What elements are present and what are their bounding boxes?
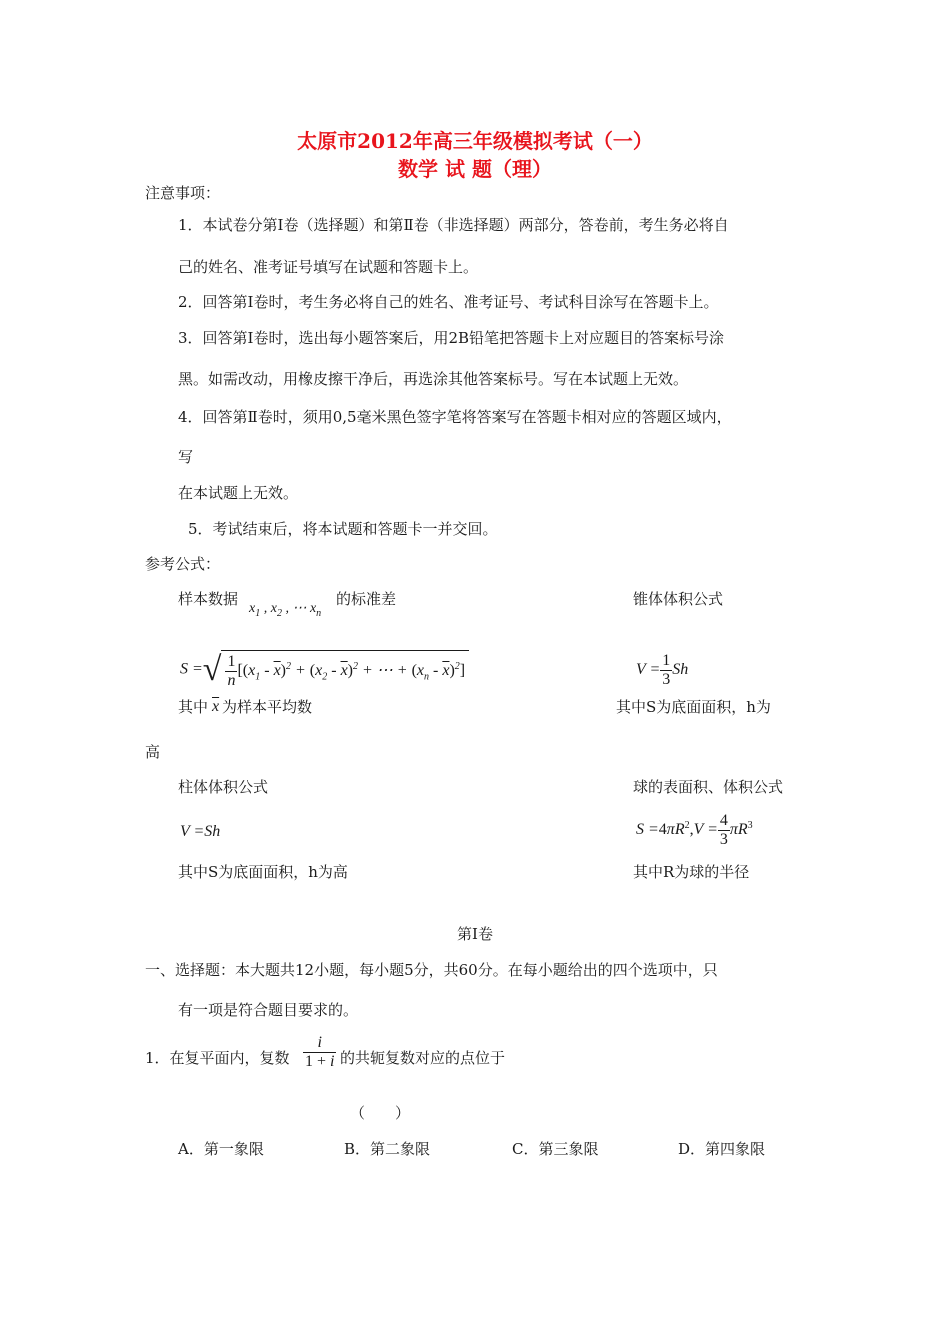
std-label-a: 样本数据 [178, 590, 239, 608]
notes-heading: 注意事项： [145, 184, 221, 202]
prism-volume-formula: V =Sh [180, 823, 221, 840]
cone-volume-formula: V = $\frac{1}{3}$ Sh [636, 652, 689, 688]
cone-note-a: 其中S为底面面积，h为 [616, 698, 771, 716]
prism-label: 柱体体积公式 [178, 778, 269, 796]
sphere-note: 其中R为球的半径 [633, 863, 750, 881]
note-3b: 黑。如需改动，用橡皮擦干净后，再选涂其他答案标号。写在本试题上无效。 [178, 370, 689, 388]
std-dev-formula: S =√ $\frac{1}{n}$ [$(x_1 - \overline{x})^2 + (x_2 - \overline{x})^2$ + ⋯ + $(x_n - \overline{x})^2$] [180, 650, 469, 690]
formulas-heading: 参考公式： [145, 555, 221, 573]
cone-note-b: 高 [145, 743, 161, 761]
prism-note: 其中S为底面面积，h为高 [178, 863, 348, 881]
note-1a: 1．本试卷分第Ⅰ卷（选择题）和第Ⅱ卷（非选择题）两部分，答卷前，考生务必将自 [178, 216, 729, 234]
q1-complex-fraction: $\frac{i}{1 + i}$ [305, 1034, 335, 1070]
q1-option-c: C．第三象限 [512, 1140, 599, 1158]
std-label-b: 的标准差 [336, 590, 397, 608]
sphere-label: 球的表面积、体积公式 [633, 778, 784, 796]
note-4b: 写 [178, 448, 194, 466]
q1-option-d: D．第四象限 [678, 1140, 766, 1158]
section-instructions-a: 一、选择题：本大题共12小题，每小题5分，共60分。在每小题给出的四个选项中，只 [145, 961, 718, 979]
q1-answer-bracket: （ ） [350, 1104, 411, 1122]
q1-prefix: 1．在复平面内，复数 [145, 1049, 290, 1067]
note-4c: 在本试题上无效。 [178, 484, 299, 502]
note-2: 2．回答第Ⅰ卷时，考生务必将自己的姓名、准考证号、考试科目涂写在答题卡上。 [178, 293, 719, 311]
sample-data-formula: $x_1$ , $x_2$ , ⋯ $x_n$ [249, 601, 322, 619]
std-note-b: 为样本平均数 [222, 698, 313, 716]
exam-subtitle: 数学 试 题（理） [398, 157, 552, 181]
exam-title: 太原市2012年高三年级模拟考试（一） [297, 129, 653, 153]
cone-label: 锥体体积公式 [633, 590, 724, 608]
note-5: 5．考试结束后，将本试题和答题卡一并交回。 [188, 520, 498, 538]
note-4a: 4．回答第Ⅱ卷时，须用0,5毫米黑色签字笔将答案写在答题卡相对应的答题区域内， [178, 408, 732, 426]
mean-symbol: $\overline{x}$ [212, 698, 220, 715]
q1-suffix: 的共轭复数对应的点位于 [340, 1049, 506, 1067]
q1-option-b: B．第二象限 [344, 1140, 431, 1158]
part1-heading: 第Ⅰ卷 [457, 925, 493, 943]
std-note-a: 其中 [178, 698, 209, 716]
note-3a: 3．回答第Ⅰ卷时，选出每小题答案后，用2B铅笔把答题卡上对应题目的答案标号涂 [178, 329, 725, 347]
q1-option-a: A．第一象限 [178, 1140, 264, 1158]
note-1b: 己的姓名、准考证号填写在试题和答题卡上。 [178, 258, 479, 276]
sphere-formula: $S =4\pi R^2,V$ = $\frac{4}{3}$ $\pi R^3$ [636, 812, 753, 848]
section-instructions-b: 有一项是符合题目要求的。 [178, 1001, 359, 1019]
